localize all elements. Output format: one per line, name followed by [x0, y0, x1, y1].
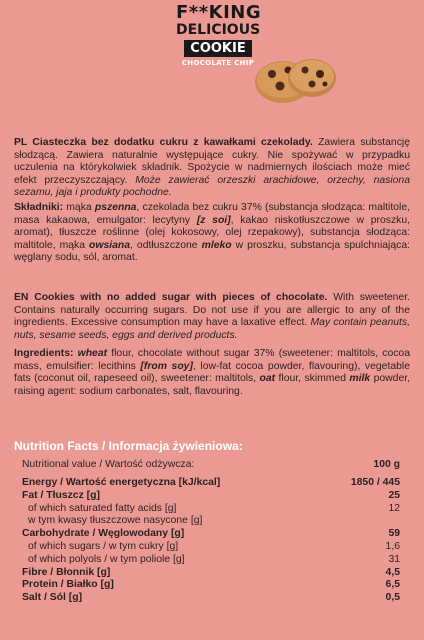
- nutrient-label: of which polyols / w tym poliole [g]: [28, 553, 185, 565]
- nutrient-value: 0,5: [385, 592, 400, 604]
- en-intro-text: With sweetener. Contains naturally occurring sugars. Do not use if you are allergic to any of the ingredients. Excessive consumption may have a laxative effect.: [14, 292, 411, 329]
- en-allergen-note: May contain peanuts, nuts, sesame seeds, eggs and derived products.: [14, 317, 410, 341]
- nutrition-row: [22, 541, 400, 554]
- nutrition-table: [22, 477, 400, 605]
- nutrient-value: 25: [388, 489, 400, 501]
- pl-ingr-text: mąka: [63, 202, 95, 213]
- pl-ingr-text: , czekolada bez cukru 37% (substancja słodząca: maltitole, masa kakaowa, emulgator: lecytyny: [14, 202, 410, 226]
- nutrition-row: [22, 477, 400, 490]
- nutrition-row: [22, 567, 400, 580]
- nutrition-row: [22, 490, 400, 503]
- allergen-milk: mleko: [201, 239, 232, 251]
- cookie-image: [250, 50, 340, 106]
- pl-intro-text: Zawiera substancję słodzącą. Zawiera naturalnie występujące cukry. Nie spożywać w przypadku uczulenia na którykolwiek składnik. Spożycie w nadmiernych ilościach może mieć efekt przeczyszczający.: [14, 137, 410, 186]
- nutrition-row: [22, 554, 400, 567]
- pl-description: [14, 137, 410, 200]
- product-name: COOKIE: [184, 40, 251, 57]
- nutrient-label: Energy / Wartość energetyczna [kJ/kcal]: [22, 477, 221, 488]
- nutrient-value: 6,5: [385, 579, 400, 591]
- allergen-oat: oat: [259, 373, 276, 385]
- pl-ingr-text: , odtłuszczone: [130, 239, 202, 251]
- nutrient-value: 1,6: [385, 540, 400, 552]
- nutrient-label: w tym kwasy tłuszczowe nasycone [g]: [28, 515, 203, 527]
- brand-line-2: DELICIOUS: [176, 22, 261, 38]
- en-ingr-text: powder, raising agent: sodium carbonates, salt, flavouring.: [14, 373, 411, 397]
- nutrient-label: of which sugars / w tym cukry [g]: [28, 540, 179, 552]
- en-ingr-text: flour, skimmed: [275, 373, 350, 385]
- allergen-wheat: pszenna: [94, 202, 137, 213]
- nutrition-row: [22, 528, 400, 541]
- nutrient-value: 12: [388, 502, 400, 514]
- pl-ingr-text: w proszku, substancja spulchniająca: węglany sodu, sól, aromat.: [14, 239, 411, 264]
- nutrition-row: [22, 579, 400, 592]
- allergen-soy: [from soy]: [140, 360, 193, 372]
- nutrient-label: of which saturated fatty acids [g]: [28, 502, 177, 514]
- en-heading: EN Cookies with no added sugar with pieces of chocolate.: [14, 292, 328, 303]
- allergen-milk: milk: [349, 373, 371, 385]
- nutrient-label: Protein / Białko [g]: [22, 579, 114, 591]
- allergen-wheat: wheat: [77, 348, 108, 359]
- pl-ingredients-label: Składniki:: [14, 202, 64, 213]
- nutrition-header: [22, 459, 400, 470]
- en-ingr-text: flour, chocolate without sugar 37% (sweetener: maltitols, cocoa mass, emulsifier: lecithins: [14, 348, 410, 372]
- nutrition-row: [22, 515, 400, 528]
- en-ingr-text: , low-fat cocoa powder, flavouring), vegetable fats (coconut oil, rapeseed oil), sweetener: maltitols,: [14, 360, 410, 385]
- brand-line-1: F**KING: [176, 2, 262, 23]
- nutrient-value: 31: [388, 553, 400, 565]
- nutrient-value: 59: [388, 528, 400, 540]
- nutrient-label: Salt / Sól [g]: [22, 592, 83, 604]
- brand-logo: [176, 4, 260, 67]
- en-ingredients-label: Ingredients:: [14, 348, 74, 359]
- pl-allergen-note: Może zawierać orzeszki arachidowe, orzechy, nasiona sezamu, jaja i produkty pochodne.: [14, 174, 410, 199]
- nutrient-value: 4,5: [385, 566, 400, 578]
- nutrient-value: [325, 515, 400, 528]
- nutrient-label: Fat / Tłuszcz [g]: [22, 489, 100, 501]
- nutrition-header-value: 100 g: [373, 459, 400, 470]
- pl-ingr-text: , kakao niskotłuszczowe w proszku, aromat), tłuszcze roślinne (olej kokosowy, olej rzepakowy), substancja słodząca: maltitole, mąka: [14, 214, 411, 251]
- nutrition-row: [22, 503, 400, 516]
- pl-heading: PL Ciasteczka bez dodatku cukru z kawałkami czekolady.: [14, 137, 313, 148]
- product-variant: CHOCOLATE CHIP: [181, 59, 255, 67]
- nutrient-label: Fibre / Błonnik [g]: [22, 566, 111, 578]
- nutrient-value: 1850 / 445: [350, 477, 400, 488]
- allergen-oat: owsiana: [89, 239, 131, 251]
- product-header: [0, 0, 424, 112]
- pl-ingredients: [14, 202, 410, 265]
- en-description: [14, 292, 410, 342]
- en-ingredients: [14, 348, 410, 398]
- nutrition-title: Nutrition Facts / Informacja żywieniowa:: [14, 439, 243, 453]
- nutrient-label: Carbohydrate / Węglowodany [g]: [22, 528, 185, 540]
- nutrition-row: [22, 592, 400, 605]
- nutrition-header-label: Nutritional value / Wartość odżywcza:: [22, 459, 195, 470]
- allergen-soy: [z soi]: [196, 214, 231, 226]
